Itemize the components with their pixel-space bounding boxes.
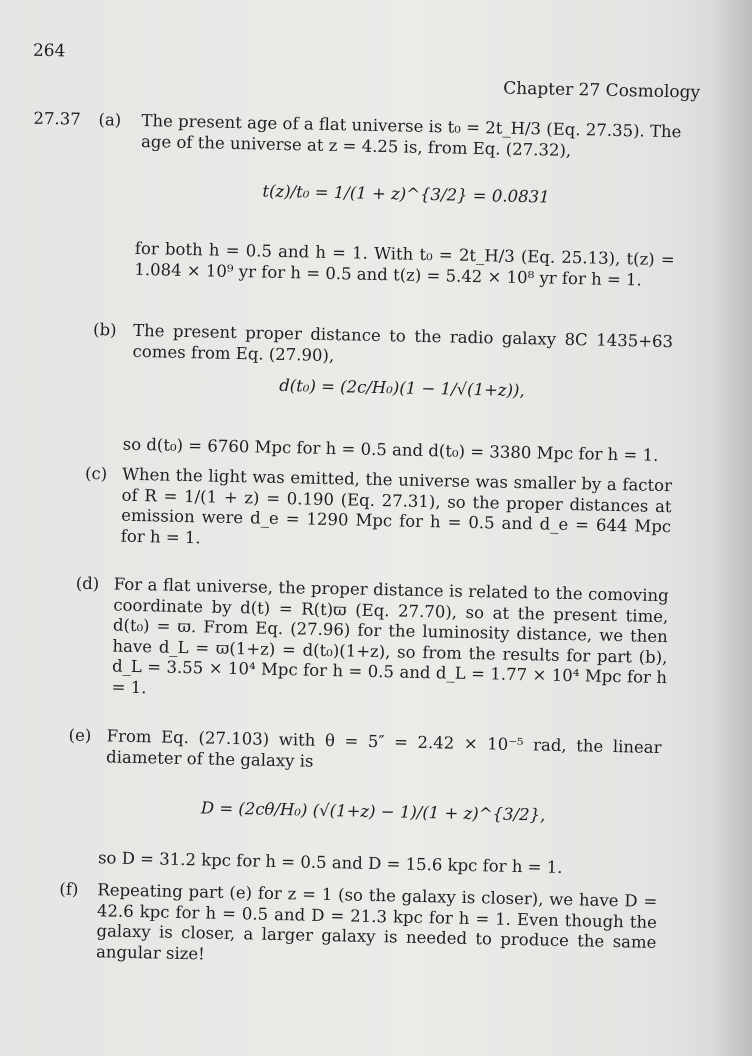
part-b-text: The present proper distance to the radio galaxy 8C 1435+63 comes from Eq. (27.90), — [132, 320, 674, 365]
equation-proper-distance: d(t₀) = (2c/H₀)(1 − 1/√(1+z)), — [278, 375, 525, 401]
equation-linear-diameter: D = (2cθ/H₀) (√(1+z) − 1)/(1 + z)^{3/2}, — [200, 798, 546, 825]
part-d-label: (d) — [75, 573, 100, 594]
page-number: 264 — [32, 40, 66, 62]
part-f-text: Repeating part (e) for z = 1 (so the galaxy is closer), we have D = 42.6 kpc for h = 0.5 and D = 21.3 kpc for h = 1. Even though the galaxy is closer, a larger galaxy is needed to produce the same angular size! — [95, 880, 658, 963]
part-a-text: The present age of a flat universe is t₀ = 2t_H/3 (Eq. 27.35). The age of the universe at z = 4.25 is, from Eq. (27.32), — [140, 110, 682, 160]
part-a-result: for both h = 0.5 and h = 1. With t₀ = 2t_H/3 (Eq. 25.13), t(z) = 1.084 × 10⁹ yr for h = 0.5 and t(z) = 5.42 × 10⁸ yr for h = 1. — [134, 238, 675, 289]
part-e-label: (e) — [68, 725, 92, 746]
part-f-label: (f) — [59, 879, 79, 899]
part-d-text: For a flat universe, the proper distance is related to the comoving coordinate by d(t) = R(t)ϖ (Eq. 27.70), so at the present time, d(t₀) = ϖ. From Eq. (27.96) for the luminosity distance, we then have d_L = ϖ(1+z) = d(t₀)(1+z), so from the results for part (b), d_L = 3.55 × 10⁴ Mpc for h = 0.5 and d_L = 1.77 × 10⁴ Mpc for h = 1. — [111, 574, 669, 697]
part-e-result: so D = 31.2 kpc for h = 0.5 and D = 15.6 kpc for h = 1. — [97, 848, 563, 877]
equation-age-ratio: t(z)/t₀ = 1/(1 + z)^{3/2} = 0.0831 — [262, 181, 550, 207]
part-e-text: From Eq. (27.103) with θ = 5″ = 2.42 × 10⁻⁵ rad, the linear diameter of the galaxy is — [105, 726, 662, 771]
problem-number: 27.37 — [33, 108, 81, 129]
part-c-label: (c) — [84, 463, 108, 484]
part-c-text: When the light was emitted, the universe was smaller by a factor of R = 1/(1 + z) = 0.190 (Eq. 27.31), so the proper distances at emission were d_e = 1290 Mpc for h = 0.5 and d_e = 644 Mpc for h = 1. — [120, 464, 673, 547]
page-edge-shadow — [712, 0, 752, 1056]
part-b-label: (b) — [92, 320, 117, 340]
part-b-result: so d(t₀) = 6760 Mpc for h = 0.5 and d(t₀) = 3380 Mpc for h = 1. — [122, 434, 659, 465]
running-head: Chapter 27 Cosmology — [503, 78, 701, 103]
part-a-label: (a) — [98, 110, 122, 130]
